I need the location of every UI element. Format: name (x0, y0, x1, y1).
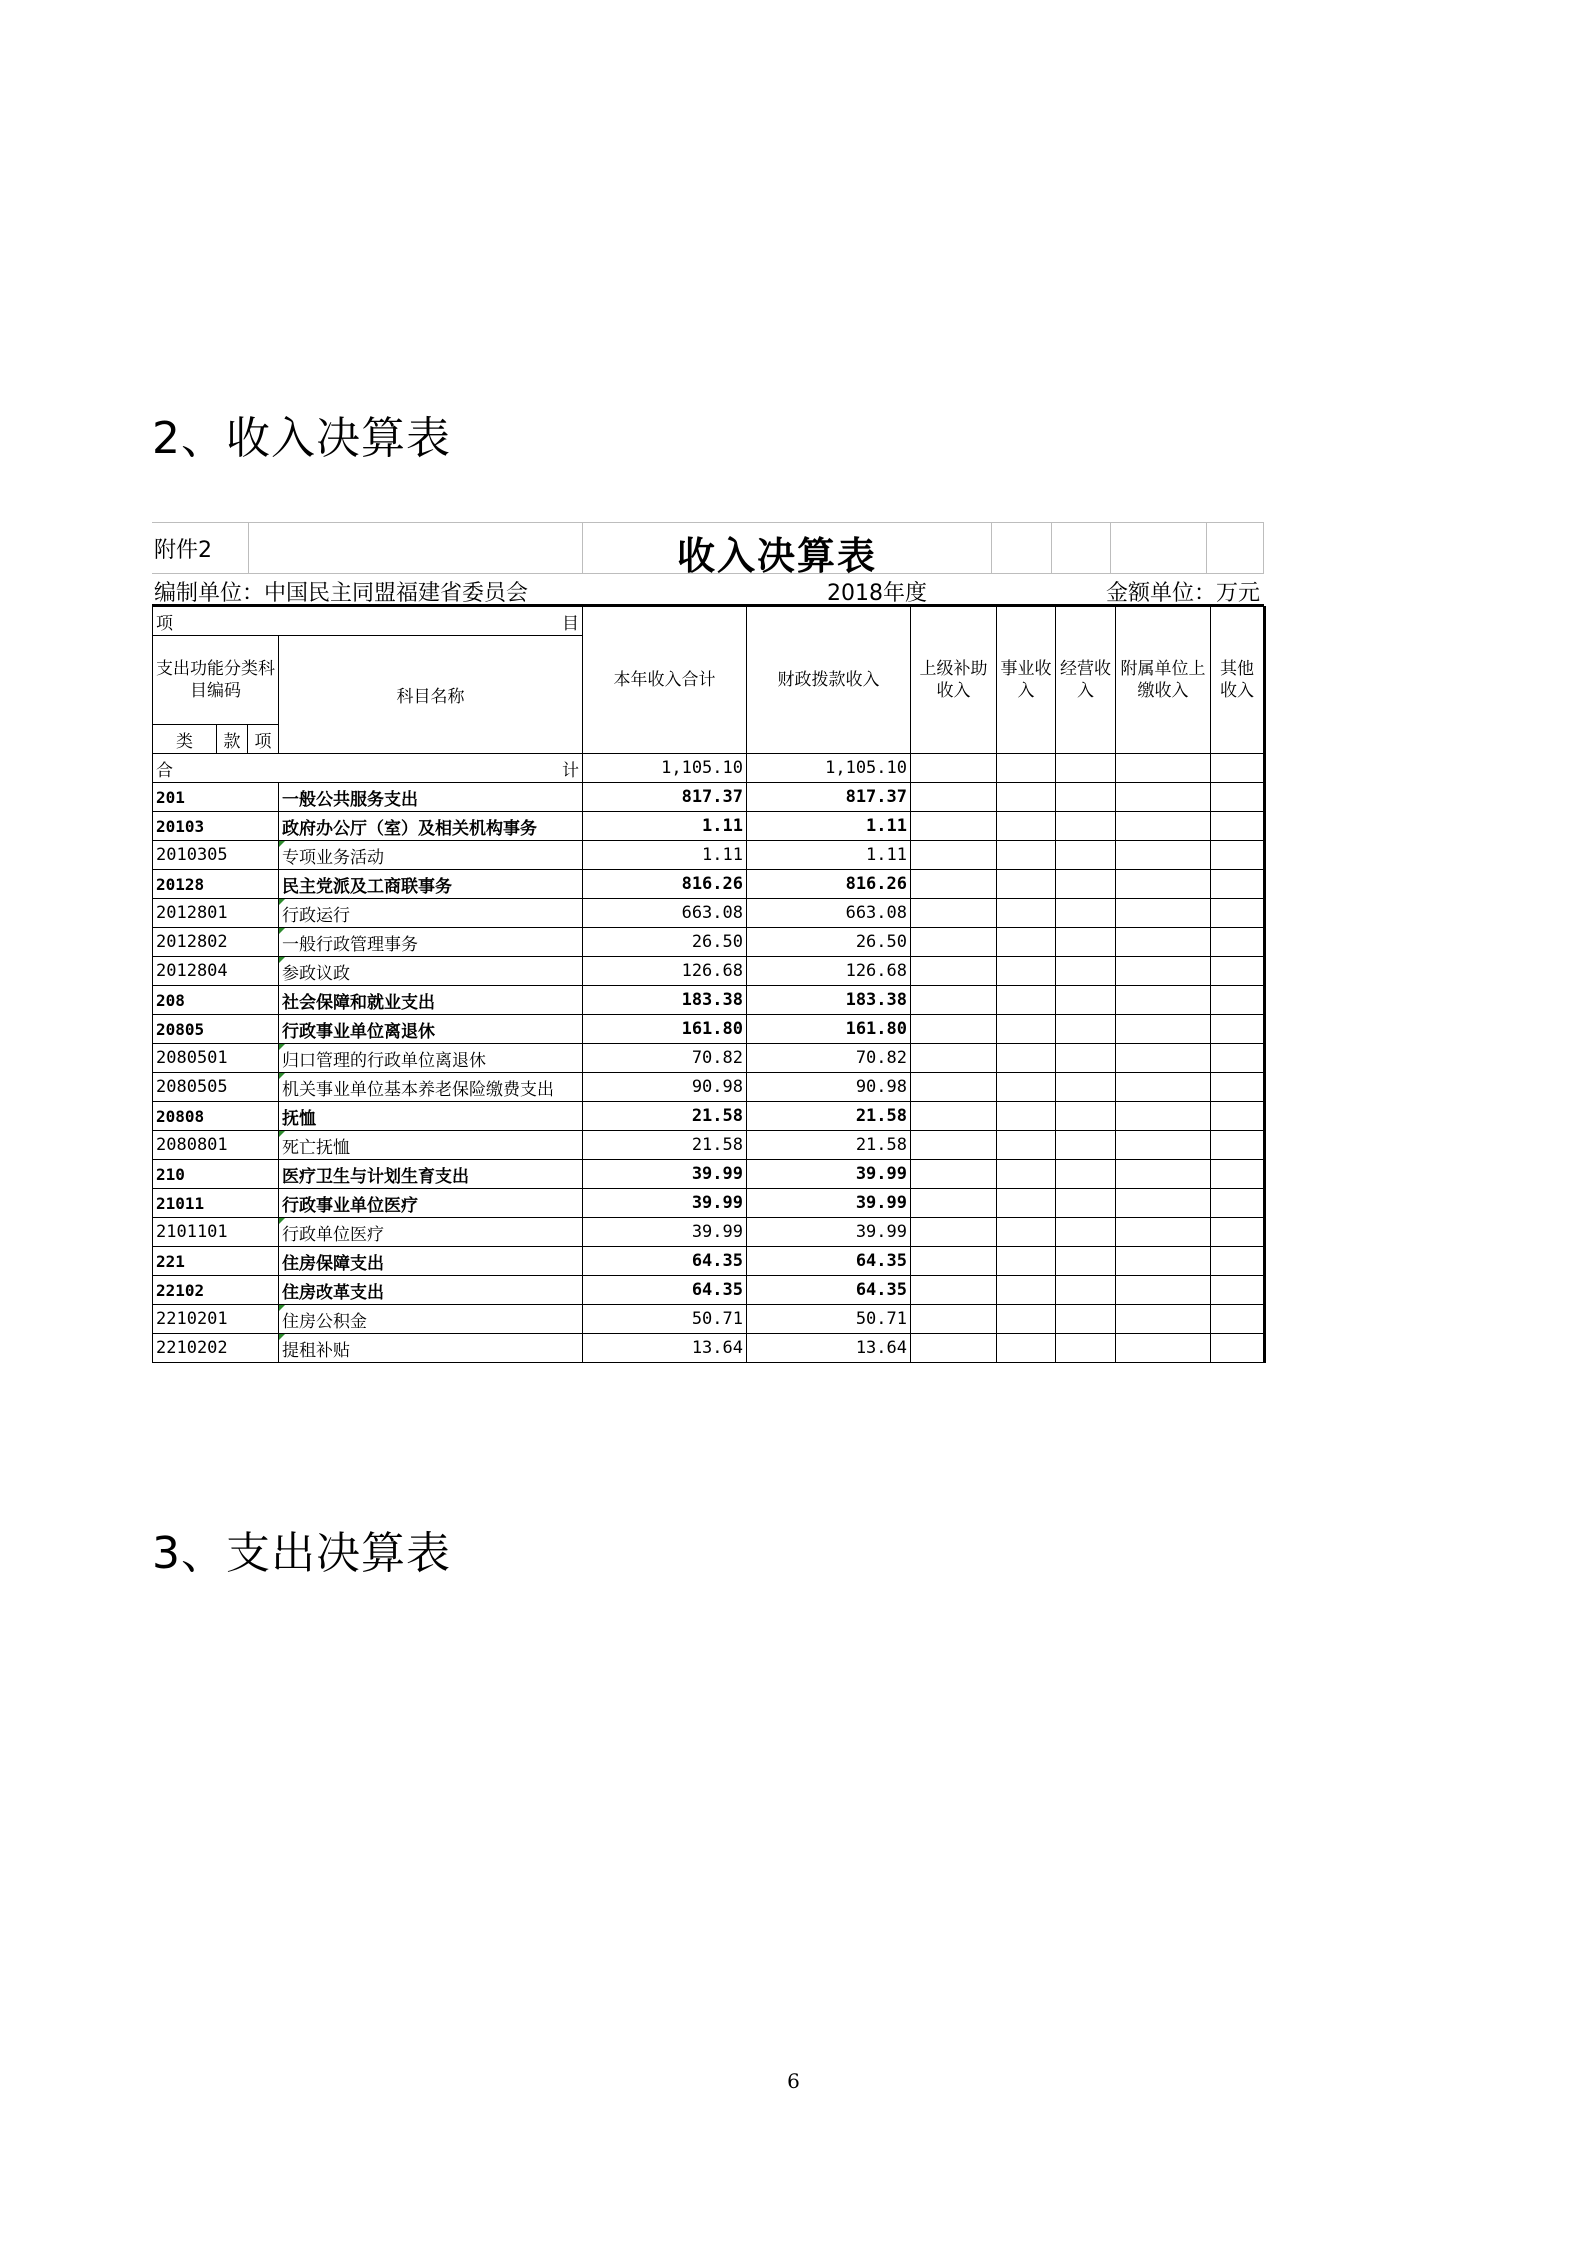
row-name: 行政事业单位离退休 (279, 1015, 583, 1044)
header-name: 科目名称 (279, 636, 583, 754)
empty-cell (1056, 812, 1116, 841)
table-row (153, 870, 1265, 899)
empty-cell (997, 1247, 1056, 1276)
table-row (153, 841, 1265, 870)
sheet-title-row (152, 522, 1264, 578)
empty-cell (1211, 783, 1265, 812)
empty-cell (911, 841, 997, 870)
cell-marker-icon (279, 1334, 285, 1340)
empty-cell (1056, 1102, 1116, 1131)
sheet-meta-row (152, 574, 1264, 606)
empty-cell (911, 1044, 997, 1073)
empty-cell (997, 1305, 1056, 1334)
total-fiscal-value: 1,105.10 (747, 754, 911, 783)
empty-cell (1211, 899, 1265, 928)
empty-cell (1056, 1305, 1116, 1334)
empty-cell (997, 899, 1056, 928)
row-code: 201 (153, 783, 279, 812)
empty-cell (1116, 1160, 1211, 1189)
empty-cell (997, 957, 1056, 986)
empty-cell (1211, 1305, 1265, 1334)
header-business: 事业收入 (997, 607, 1056, 754)
row-fiscal-income: 70.82 (747, 1044, 911, 1073)
empty-cell (911, 1073, 997, 1102)
header-kuan: 款 (217, 725, 248, 754)
row-total-income: 70.82 (583, 1044, 747, 1073)
amount-unit: 金额单位：万元 (1105, 581, 1260, 606)
empty-cell (1056, 1247, 1116, 1276)
table-row (153, 1073, 1265, 1102)
empty-cell (911, 812, 997, 841)
row-fiscal-income: 26.50 (747, 928, 911, 957)
row-fiscal-income: 663.08 (747, 899, 911, 928)
row-name: 社会保障和就业支出 (279, 986, 583, 1015)
table-row (153, 986, 1265, 1015)
row-code: 20808 (153, 1102, 279, 1131)
table-row (153, 1102, 1265, 1131)
row-code: 22102 (153, 1276, 279, 1305)
row-fiscal-income: 90.98 (747, 1073, 911, 1102)
empty-cell (997, 1073, 1056, 1102)
table-row (153, 1044, 1265, 1073)
data-rows (153, 783, 1265, 1363)
row-name: 行政事业单位医疗 (279, 1189, 583, 1218)
row-total-income: 64.35 (583, 1276, 747, 1305)
empty-cell (1211, 1044, 1265, 1073)
table-row (153, 1334, 1265, 1363)
empty-cell (1116, 957, 1211, 986)
row-name: 行政单位医疗 (279, 1218, 583, 1247)
row-code: 20805 (153, 1015, 279, 1044)
empty-cell (911, 1189, 997, 1218)
row-name: 参政议政 (279, 957, 583, 986)
empty-cell (911, 870, 997, 899)
row-total-income: 1.11 (583, 841, 747, 870)
row-name: 专项业务活动 (279, 841, 583, 870)
row-fiscal-income: 64.35 (747, 1247, 911, 1276)
cell-marker-icon (279, 841, 285, 847)
empty-cell (911, 1131, 997, 1160)
total-row (153, 754, 1265, 783)
empty-cell (1211, 1276, 1265, 1305)
row-name: 住房公积金 (279, 1305, 583, 1334)
row-fiscal-income: 39.99 (747, 1160, 911, 1189)
empty-cell (1211, 986, 1265, 1015)
row-code: 2012802 (153, 928, 279, 957)
header-operating: 经营收入 (1056, 607, 1116, 754)
row-fiscal-income: 13.64 (747, 1334, 911, 1363)
row-total-income: 817.37 (583, 783, 747, 812)
page-number: 6 (787, 2069, 800, 2093)
table-row (153, 1305, 1265, 1334)
empty-cell (1116, 928, 1211, 957)
row-total-income: 39.99 (583, 1160, 747, 1189)
income-table (152, 606, 1266, 1363)
empty-cell (1116, 1044, 1211, 1073)
row-total-income: 50.71 (583, 1305, 747, 1334)
attachment-label: 附件2 (154, 538, 212, 563)
header-other: 其他收入 (1211, 607, 1265, 754)
row-name: 一般公共服务支出 (279, 783, 583, 812)
empty-cell (911, 899, 997, 928)
row-name: 一般行政管理事务 (279, 928, 583, 957)
cell-marker-icon (279, 899, 285, 905)
empty-cell (1056, 1276, 1116, 1305)
empty-cell (1056, 1044, 1116, 1073)
empty-cell (1056, 783, 1116, 812)
row-total-income: 26.50 (583, 928, 747, 957)
table-row (153, 928, 1265, 957)
empty-cell (997, 1015, 1056, 1044)
row-total-income: 21.58 (583, 1102, 747, 1131)
empty-cell (997, 986, 1056, 1015)
empty-cell (1116, 841, 1211, 870)
empty-cell (1056, 1160, 1116, 1189)
empty-cell (997, 1160, 1056, 1189)
row-total-income: 126.68 (583, 957, 747, 986)
row-total-income: 90.98 (583, 1073, 747, 1102)
empty-cell (1056, 1015, 1116, 1044)
empty-cell (1211, 928, 1265, 957)
empty-cell (911, 928, 997, 957)
cell-marker-icon (279, 1305, 285, 1311)
total-income-value: 1,105.10 (583, 754, 747, 783)
row-code: 2210202 (153, 1334, 279, 1363)
row-name: 归口管理的行政单位离退休 (279, 1044, 583, 1073)
row-code: 2101101 (153, 1218, 279, 1247)
empty-cell (997, 1131, 1056, 1160)
row-fiscal-income: 161.80 (747, 1015, 911, 1044)
row-name: 抚恤 (279, 1102, 583, 1131)
cell-marker-icon (279, 1131, 285, 1137)
empty-cell (997, 841, 1056, 870)
row-fiscal-income: 1.11 (747, 812, 911, 841)
empty-cell (1056, 1218, 1116, 1247)
empty-cell (1211, 1160, 1265, 1189)
row-code: 21011 (153, 1189, 279, 1218)
empty-cell (1056, 1131, 1116, 1160)
empty-cell (911, 1218, 997, 1247)
empty-cell (1116, 899, 1211, 928)
row-code: 2210201 (153, 1305, 279, 1334)
empty-cell (1056, 957, 1116, 986)
row-fiscal-income: 64.35 (747, 1276, 911, 1305)
empty-cell (997, 1189, 1056, 1218)
empty-cell (911, 1015, 997, 1044)
empty-cell (1116, 1073, 1211, 1102)
row-total-income: 39.99 (583, 1189, 747, 1218)
empty-cell (1056, 899, 1116, 928)
empty-cell (997, 1276, 1056, 1305)
row-fiscal-income: 183.38 (747, 986, 911, 1015)
empty-cell (911, 1102, 997, 1131)
row-total-income: 663.08 (583, 899, 747, 928)
table-row (153, 1276, 1265, 1305)
empty-cell (911, 1276, 997, 1305)
cell-marker-icon (279, 957, 285, 963)
empty-cell (1116, 1189, 1211, 1218)
empty-cell (911, 783, 997, 812)
empty-cell (1116, 1276, 1211, 1305)
empty-cell (1211, 1189, 1265, 1218)
row-fiscal-income: 21.58 (747, 1131, 911, 1160)
empty-cell (911, 957, 997, 986)
row-code: 2012804 (153, 957, 279, 986)
total-label: 合 计 (153, 754, 583, 783)
row-name: 医疗卫生与计划生育支出 (279, 1160, 583, 1189)
empty-cell (1056, 1189, 1116, 1218)
row-name: 民主党派及工商联事务 (279, 870, 583, 899)
cell-marker-icon (279, 928, 285, 934)
table-row (153, 1218, 1265, 1247)
row-name: 死亡抚恤 (279, 1131, 583, 1160)
row-fiscal-income: 816.26 (747, 870, 911, 899)
empty-cell (1211, 841, 1265, 870)
empty-cell (1116, 1015, 1211, 1044)
table-row (153, 1131, 1265, 1160)
row-name: 提租补贴 (279, 1334, 583, 1363)
row-code: 2010305 (153, 841, 279, 870)
empty-cell (1056, 1334, 1116, 1363)
table-row (153, 957, 1265, 986)
fiscal-year: 2018年度 (827, 581, 927, 606)
row-code: 2080801 (153, 1131, 279, 1160)
row-code: 20103 (153, 812, 279, 841)
row-total-income: 64.35 (583, 1247, 747, 1276)
header-total-income: 本年收入合计 (583, 607, 747, 754)
empty-cell (1116, 1247, 1211, 1276)
header-affiliated: 附属单位上缴收入 (1116, 607, 1211, 754)
empty-cell (1211, 1015, 1265, 1044)
empty-cell (1056, 870, 1116, 899)
empty-cell (997, 783, 1056, 812)
row-fiscal-income: 39.99 (747, 1189, 911, 1218)
row-name: 住房改革支出 (279, 1276, 583, 1305)
row-name: 行政运行 (279, 899, 583, 928)
empty-cell (1211, 957, 1265, 986)
row-fiscal-income: 39.99 (747, 1218, 911, 1247)
row-code: 2080501 (153, 1044, 279, 1073)
empty-cell (997, 1334, 1056, 1363)
row-total-income: 816.26 (583, 870, 747, 899)
empty-cell (1211, 1247, 1265, 1276)
empty-cell (911, 1160, 997, 1189)
empty-cell (997, 812, 1056, 841)
empty-cell (1056, 1073, 1116, 1102)
row-name: 政府办公厅（室）及相关机构事务 (279, 812, 583, 841)
table-row (153, 1015, 1265, 1044)
empty-cell (1116, 1102, 1211, 1131)
empty-cell (1211, 1334, 1265, 1363)
row-fiscal-income: 21.58 (747, 1102, 911, 1131)
row-code: 210 (153, 1160, 279, 1189)
cell-marker-icon (279, 1073, 285, 1079)
table-row (153, 1160, 1265, 1189)
row-fiscal-income: 126.68 (747, 957, 911, 986)
income-statement-sheet (152, 522, 1264, 1363)
section-heading-expense: 3、支出决算表 (152, 1528, 451, 1579)
row-total-income: 13.64 (583, 1334, 747, 1363)
empty-cell (1116, 870, 1211, 899)
empty-cell (911, 1247, 997, 1276)
cell-marker-icon (279, 1044, 285, 1050)
empty-cell (1211, 812, 1265, 841)
empty-cell (997, 1102, 1056, 1131)
row-total-income: 39.99 (583, 1218, 747, 1247)
table-row (153, 812, 1265, 841)
empty-cell (997, 928, 1056, 957)
row-code: 2080505 (153, 1073, 279, 1102)
empty-cell (911, 1334, 997, 1363)
empty-cell (1116, 1334, 1211, 1363)
empty-cell (1211, 1218, 1265, 1247)
empty-cell (1056, 986, 1116, 1015)
empty-cell (1116, 783, 1211, 812)
table-row (153, 1189, 1265, 1218)
empty-cell (997, 870, 1056, 899)
row-code: 2012801 (153, 899, 279, 928)
empty-cell (1211, 1131, 1265, 1160)
empty-cell (1056, 841, 1116, 870)
row-code: 20128 (153, 870, 279, 899)
row-total-income: 1.11 (583, 812, 747, 841)
section-heading-income: 2、收入决算表 (152, 413, 451, 464)
compiling-unit: 编制单位：中国民主同盟福建省委员会 (154, 581, 529, 606)
empty-cell (1116, 1305, 1211, 1334)
row-fiscal-income: 50.71 (747, 1305, 911, 1334)
empty-cell (1211, 1102, 1265, 1131)
empty-cell (1116, 986, 1211, 1015)
row-total-income: 21.58 (583, 1131, 747, 1160)
header-lei: 类 (153, 725, 217, 754)
row-fiscal-income: 1.11 (747, 841, 911, 870)
table-row (153, 783, 1265, 812)
item-header: 项 目 (153, 607, 583, 636)
empty-cell (1116, 812, 1211, 841)
sheet-title: 收入决算表 (676, 534, 877, 578)
row-total-income: 161.80 (583, 1015, 747, 1044)
empty-cell (1211, 1073, 1265, 1102)
empty-cell (1211, 870, 1265, 899)
empty-cell (911, 986, 997, 1015)
row-code: 208 (153, 986, 279, 1015)
row-total-income: 183.38 (583, 986, 747, 1015)
empty-cell (997, 1044, 1056, 1073)
row-code: 221 (153, 1247, 279, 1276)
table-row (153, 899, 1265, 928)
cell-marker-icon (279, 1218, 285, 1224)
empty-cell (911, 1305, 997, 1334)
header-fiscal: 财政拨款收入 (747, 607, 911, 754)
empty-cell (1116, 1218, 1211, 1247)
header-code: 支出功能分类科目编码 (153, 636, 279, 725)
row-name: 机关事业单位基本养老保险缴费支出 (279, 1073, 583, 1102)
header-xiang: 项 (248, 725, 279, 754)
table-row (153, 1247, 1265, 1276)
row-name: 住房保障支出 (279, 1247, 583, 1276)
header-superior: 上级补助收入 (911, 607, 997, 754)
empty-cell (997, 1218, 1056, 1247)
row-fiscal-income: 817.37 (747, 783, 911, 812)
empty-cell (1116, 1131, 1211, 1160)
empty-cell (1056, 928, 1116, 957)
